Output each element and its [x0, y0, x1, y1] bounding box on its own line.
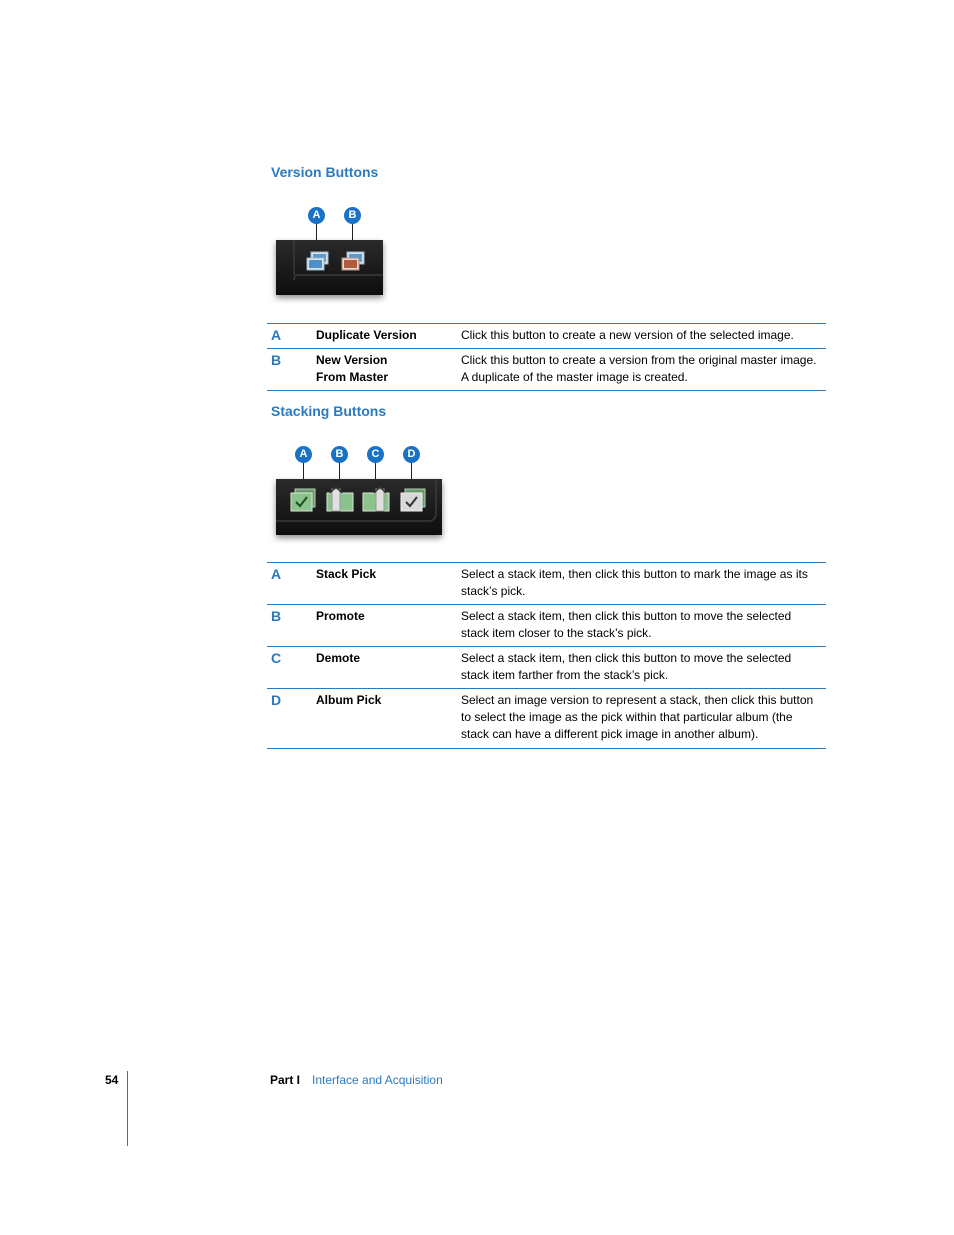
version-toolbar	[276, 240, 383, 295]
stacking-toolbar-graphic	[276, 479, 442, 535]
button-description: Click this button to create a new version of the selected image.	[461, 324, 826, 349]
button-name: Demote	[316, 647, 461, 689]
version-buttons-table	[267, 323, 826, 391]
row-letter: B	[267, 605, 316, 647]
footer-part-title[interactable]: Interface and Acquisition	[312, 1073, 443, 1087]
button-description: Select an image version to represent a stack, then click this button to select the image as the pick within that particular album (the stack can have a different pick image in another album).	[461, 689, 826, 749]
stacking-toolbar	[276, 479, 442, 535]
version-toolbar-graphic	[276, 240, 383, 295]
callout-a: A	[295, 446, 312, 463]
table-row	[267, 563, 826, 605]
callout-b: B	[344, 207, 361, 224]
table-row	[267, 689, 826, 749]
row-letter: A	[267, 563, 316, 605]
row-letter: B	[267, 349, 316, 391]
button-name: Promote	[316, 605, 461, 647]
callout-d: D	[403, 446, 420, 463]
footer-divider	[127, 1071, 128, 1146]
button-description: Select a stack item, then click this button to move the selected stack item farther from the stack’s pick.	[461, 647, 826, 689]
table-row	[267, 605, 826, 647]
album-pick-icon[interactable]	[401, 489, 425, 511]
duplicate-version-icon[interactable]	[307, 252, 328, 270]
button-name: Album Pick	[316, 689, 461, 749]
stacking-buttons-table	[267, 562, 826, 749]
table-row	[267, 324, 826, 349]
callout-a: A	[308, 207, 325, 224]
stack-pick-icon[interactable]	[291, 489, 315, 511]
row-letter: A	[267, 324, 316, 349]
promote-icon[interactable]	[327, 487, 353, 511]
button-name: New Version From Master	[316, 349, 461, 391]
table-row	[267, 349, 826, 391]
button-name: Stack Pick	[316, 563, 461, 605]
button-description: Select a stack item, then click this button to move the selected stack item closer to the stack’s pick.	[461, 605, 826, 647]
page-number: 54	[105, 1073, 119, 1087]
callout-b: B	[331, 446, 348, 463]
new-version-from-master-icon[interactable]	[342, 252, 364, 270]
stacking-buttons-heading: Stacking Buttons	[271, 403, 387, 419]
footer-part-label: Part I	[270, 1073, 301, 1087]
button-description: Click this button to create a version from the original master image. A duplicate of the master image is created.	[461, 349, 826, 391]
button-name: Duplicate Version	[316, 324, 461, 349]
version-buttons-heading: Version Buttons	[271, 164, 379, 180]
table-row	[267, 647, 826, 689]
demote-icon[interactable]	[363, 487, 389, 511]
button-description: Select a stack item, then click this button to mark the image as its stack’s pick.	[461, 563, 826, 605]
row-letter: C	[267, 647, 316, 689]
callout-c: C	[367, 446, 384, 463]
row-letter: D	[267, 689, 316, 749]
